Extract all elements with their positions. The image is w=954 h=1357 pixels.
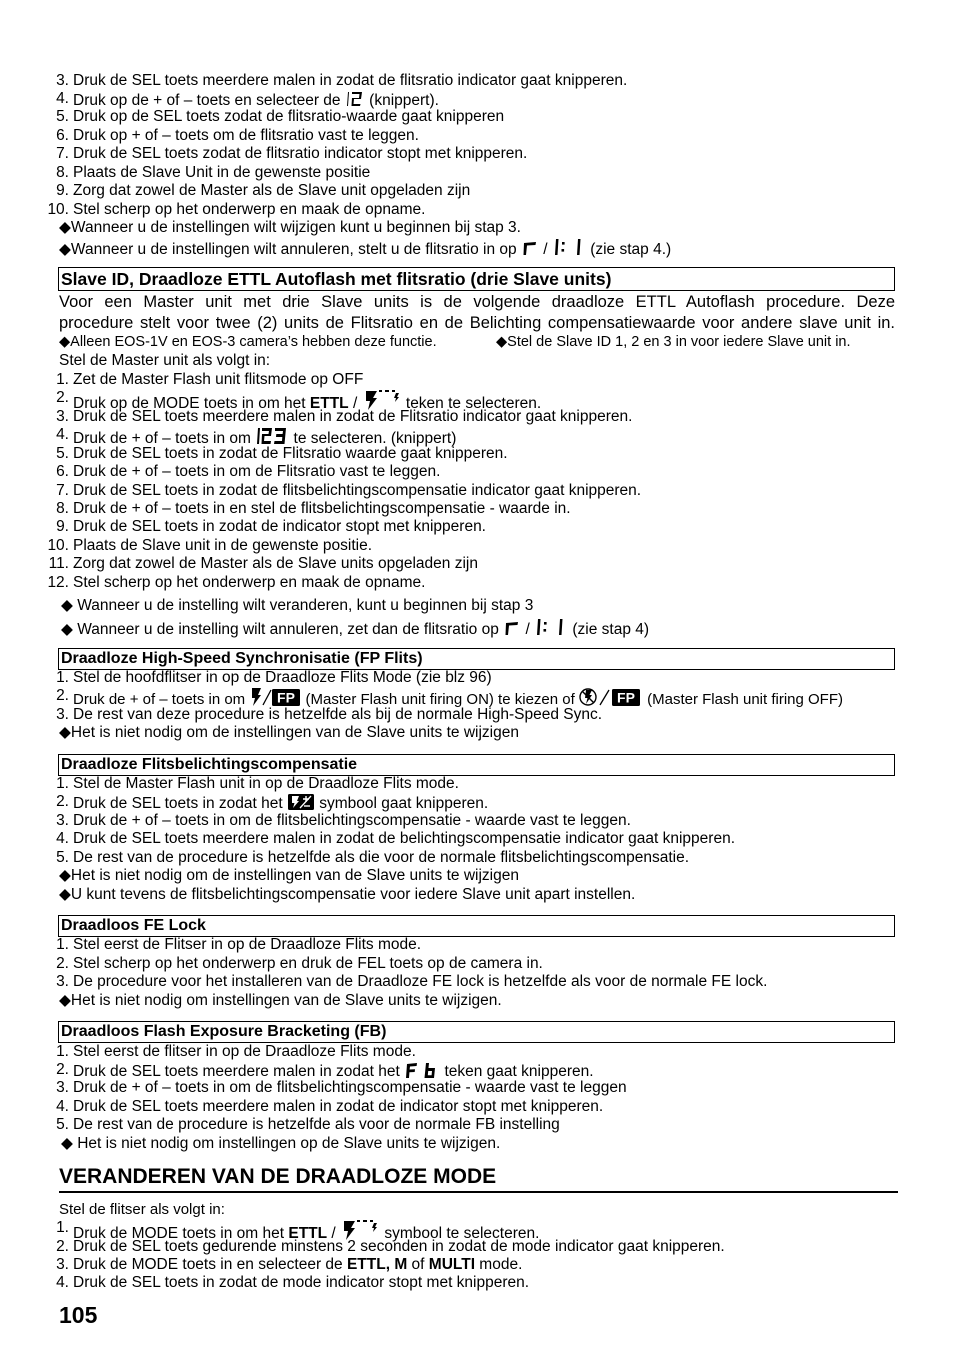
list-item: Stel scherp op het onderwerp en maak de opname. bbox=[73, 574, 426, 591]
list-item: Druk de + of – toets in en stel de flitsbelichtingscompensatie - waarde in. bbox=[73, 500, 571, 517]
section-title-slave-id: Slave ID, Draadloze ETTL Autoflash met flitsratio (drie Slave units) bbox=[58, 267, 895, 291]
note: ◆Wanneer u de instellingen wilt wijzigen kunt u beginnen bij stap 3. bbox=[59, 219, 521, 236]
list-number: 3. bbox=[56, 812, 69, 829]
list-item: Stel eerst de flitser in op de Draadloze Flits mode. bbox=[73, 1043, 416, 1060]
note: ◆Alleen EOS-1V en EOS-3 camera’s hebben deze functie. bbox=[59, 334, 437, 350]
list-number: 8. bbox=[56, 500, 69, 517]
section-heading-mode: VERANDEREN VAN DE DRAADLOZE MODE bbox=[59, 1163, 898, 1193]
list-item: Stel scherp op het onderwerp en druk de FEL toets op de camera in. bbox=[73, 955, 543, 972]
list-item: Druk de SEL toets meerdere malen in zodat de indicator stopt met knipperen. bbox=[73, 1098, 604, 1115]
list-item: Stel de hoofdflitser in op de Draadloze Flits Mode (zie blz 96) bbox=[73, 669, 492, 686]
list-item: Druk op de SEL toets zodat de flitsratio-waarde gaat knipperen bbox=[73, 108, 505, 125]
list-number: 7. bbox=[56, 145, 69, 162]
list-number: 2. bbox=[56, 1061, 69, 1078]
list-item: Plaats de Slave Unit in de gewenste positie bbox=[73, 164, 371, 181]
list-item: Druk de SEL toets meerdere malen in zodat het teken gaat knipperen. bbox=[73, 1063, 594, 1080]
list-number: 4. bbox=[56, 90, 69, 107]
list-item: Druk de + of – toets in om FP (Master Flash unit firing ON) te kiezen of FP (Master Flash unit firing OFF) bbox=[73, 687, 843, 705]
list-number: 3. bbox=[56, 1256, 69, 1273]
list-item: Druk de + of – toets in om te selecteren. (knippert) bbox=[73, 426, 456, 444]
list-number: 1. bbox=[56, 936, 69, 953]
list-item: Stel eerst de Flitser in op de Draadloze Flits mode. bbox=[73, 936, 422, 953]
section-title-fec: Draadloze Flitsbelichtingscompensatie bbox=[58, 754, 895, 776]
list-number: 1. bbox=[56, 1219, 69, 1236]
list-number: 10. bbox=[47, 537, 69, 554]
list-item: Druk de SEL toets in zodat het symbool gaat knipperen. bbox=[73, 795, 489, 812]
section-title-feb: Draadloos Flash Exposure Bracketing (FB) bbox=[58, 1021, 895, 1043]
page-number: 105 bbox=[59, 1302, 98, 1328]
list-number: 5. bbox=[56, 1116, 69, 1133]
list-item: Druk de SEL toets in zodat de mode indicator stopt met knipperen. bbox=[73, 1274, 530, 1291]
svg-text:FP: FP bbox=[617, 689, 635, 706]
list-item: Druk de SEL toets meerdere malen in zodat de flitsratio indicator gaat knipperen. bbox=[73, 72, 628, 89]
list-item: Stel scherp op het onderwerp en maak de opname. bbox=[73, 201, 426, 218]
note: ◆Het is niet nodig om de instellingen van de Slave units te wijzigen bbox=[59, 724, 519, 741]
list-number: 4. bbox=[56, 1274, 69, 1291]
section-title-hss: Draadloze High-Speed Synchronisatie (FP Flits) bbox=[58, 648, 895, 670]
list-number: 4. bbox=[56, 830, 69, 847]
list-item: Plaats de Slave unit in de gewenste positie. bbox=[73, 537, 372, 554]
list-number: 6. bbox=[56, 127, 69, 144]
list-item: Zorg dat zowel de Master als de Slave unit opgeladen zijn bbox=[73, 182, 471, 199]
list-number: 2. bbox=[56, 1238, 69, 1255]
list-item: De rest van de procedure is hetzelfde als die voor de normale flitsbelichtingscompensatie. bbox=[73, 849, 690, 866]
list-item: Druk de SEL toets in zodat de flitsbelichtingscompensatie indicator gaat knipperen. bbox=[73, 482, 642, 499]
intro-text: Stel de flitser als volgt in: bbox=[59, 1201, 225, 1218]
list-item: Zorg dat zowel de Master als de Slave units opgeladen zijn bbox=[73, 555, 478, 572]
lcd-r-icon bbox=[503, 619, 521, 637]
list-item: Druk de SEL toets meerdere malen in zodat de belichtingscompensatie indicator gaat knipperen. bbox=[73, 830, 736, 847]
list-number: 3. bbox=[56, 706, 69, 723]
list-item: De procedure voor het installeren van de Draadloze FE lock is hetzelfde als voor de normale FE lock. bbox=[73, 973, 768, 990]
list-number: 1. bbox=[56, 775, 69, 792]
note: ◆ Wanneer u de instelling wilt annuleren, zet dan de flitsratio op / (zie stap 4) bbox=[61, 617, 649, 639]
list-number: 3. bbox=[56, 1079, 69, 1096]
list-number: 9. bbox=[56, 518, 69, 535]
list-item: Druk de + of – toets in om de flitsbelichtingscompensatie - waarde vast te leggen bbox=[73, 1079, 627, 1096]
note: ◆ Wanneer u de instelling wilt veranderen, kunt u beginnen bij stap 3 bbox=[61, 597, 534, 614]
list-number: 1. bbox=[56, 669, 69, 686]
note: ◆Wanneer u de instellingen wilt annuleren, stelt u de flitsratio in op / (zie stap 4.) bbox=[59, 237, 671, 259]
list-number: 5. bbox=[56, 849, 69, 866]
list-number: 2. bbox=[56, 793, 69, 810]
list-item: Druk de SEL toets meerdere malen in zodat de Flitsratio indicator gaat knipperen. bbox=[73, 408, 633, 425]
list-item: Stel de Master Flash unit in op de Draadloze Flits mode. bbox=[73, 775, 459, 792]
list-item: Druk op de + of – toets en selecteer de (knippert). bbox=[73, 92, 439, 109]
list-item: Druk de + of – toets in om de flitsbelichtingscompensatie - waarde vast te leggen. bbox=[73, 812, 631, 829]
list-item: De rest van deze procedure is hetzelfde als bij de normale High-Speed Sync. bbox=[73, 706, 603, 723]
list-item: Druk de MODE toets in om het ETTL / symbool te selecteren. bbox=[73, 1219, 539, 1237]
list-number: 3. bbox=[56, 973, 69, 990]
list-item: Druk op + of – toets om de flitsratio vast te leggen. bbox=[73, 127, 419, 144]
list-number: 5. bbox=[56, 108, 69, 125]
list-number: 2. bbox=[56, 389, 69, 406]
flash-off-fp-icon bbox=[579, 687, 643, 707]
list-number: 1. bbox=[56, 371, 69, 388]
note: ◆Het is niet nodig om de instellingen van de Slave units te wijzigen bbox=[59, 867, 519, 884]
flash-exposure-comp-icon bbox=[287, 793, 315, 811]
note: ◆ Het is niet nodig om instellingen op de Slave units te wijzigen. bbox=[61, 1135, 501, 1152]
list-number: 3. bbox=[56, 72, 69, 89]
note: ◆Het is niet nodig om instellingen van de Slave units te wijzigen. bbox=[59, 992, 502, 1009]
list-number: 4. bbox=[56, 1098, 69, 1115]
list-item: Zet de Master Flash unit flitsmode op OFF bbox=[73, 371, 364, 388]
note: ◆U kunt tevens de flitsbelichtingscompensatie voor iedere Slave unit apart instellen. bbox=[59, 886, 636, 903]
list-item: De rest van de procedure is hetzelfde als voor de normale FB instelling bbox=[73, 1116, 560, 1133]
list-number: 12. bbox=[47, 574, 69, 591]
paragraph: Voor een Master unit met drie Slave units is de volgende draadloze ETTL Autoflash procedure. Deze bbox=[59, 293, 895, 311]
list-number: 11. bbox=[48, 555, 69, 572]
svg-text:FP: FP bbox=[277, 689, 296, 706]
list-item: Druk de SEL toets in zodat de indicator stopt met knipperen. bbox=[73, 518, 486, 535]
list-item: Druk de SEL toets gedurende minstens 2 seconden in zodat de mode indicator gaat knipperen. bbox=[73, 1238, 725, 1255]
list-number: 3. bbox=[56, 408, 69, 425]
list-number: 4. bbox=[56, 426, 69, 443]
list-number: 7. bbox=[56, 482, 69, 499]
list-number: 2. bbox=[56, 687, 69, 704]
list-item: Druk de SEL toets in zodat de Flitsratio waarde gaat knipperen. bbox=[73, 445, 508, 462]
list-item: Druk de + of – toets in om de Flitsratio vast te leggen. bbox=[73, 463, 441, 480]
list-number: 10. bbox=[47, 201, 69, 218]
paragraph: procedure stelt voor twee (2) units de Flitsratio en de Belichting compensatiewaarde voor andere slave unit in. bbox=[59, 314, 895, 332]
flash-fp-icon bbox=[249, 687, 301, 707]
lcd-1-1-icon bbox=[552, 237, 586, 257]
list-item: Druk op de MODE toets in om het ETTL / teken te selecteren. bbox=[73, 389, 541, 407]
list-number: 1. bbox=[56, 1043, 69, 1060]
list-number: 5. bbox=[56, 445, 69, 462]
lcd-12-icon bbox=[345, 90, 365, 108]
lcd-123-icon bbox=[255, 426, 289, 446]
lcd-r-icon bbox=[521, 239, 539, 257]
lcd-fb-icon bbox=[404, 1061, 440, 1079]
intro-text: Stel de Master unit als volgt in: bbox=[59, 352, 271, 369]
list-number: 8. bbox=[56, 164, 69, 181]
list-item: Druk de SEL toets zodat de flitsratio indicator stopt met knipperen. bbox=[73, 145, 528, 162]
note: ◆Stel de Slave ID 1, 2 en 3 in voor iedere Slave unit in. bbox=[496, 334, 851, 350]
list-number: 2. bbox=[56, 955, 69, 972]
list-number: 9. bbox=[56, 182, 69, 199]
lcd-1-1-icon bbox=[534, 617, 568, 637]
section-title-fel: Draadloos FE Lock bbox=[58, 915, 895, 937]
list-item: Druk de MODE toets in en selecteer de ETTL, M of MULTI mode. bbox=[73, 1256, 523, 1273]
list-number: 6. bbox=[56, 463, 69, 480]
